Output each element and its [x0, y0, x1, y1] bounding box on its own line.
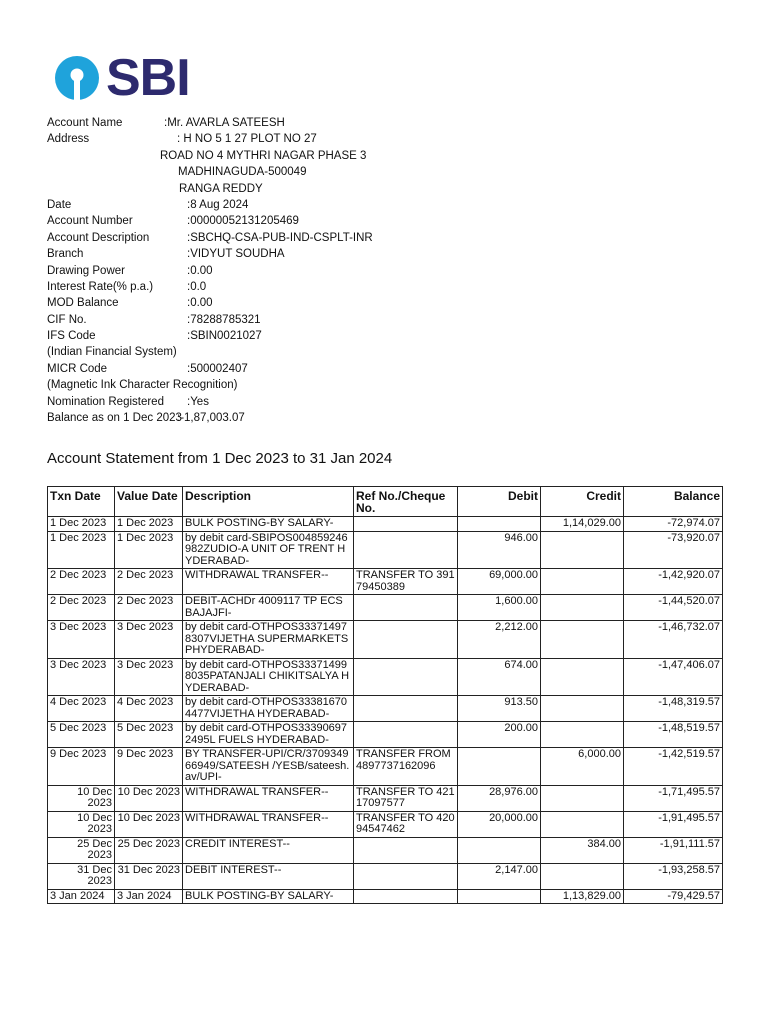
column-header: Balance — [624, 487, 723, 517]
account-field-row — [47, 115, 547, 131]
account-field-row — [47, 410, 547, 426]
value-date-cell: 1 Dec 2023 — [115, 517, 183, 532]
credit-cell — [541, 569, 624, 595]
debit-cell — [458, 517, 541, 532]
value-date-cell: 2 Dec 2023 — [115, 569, 183, 595]
account-field-label: (Magnetic Ink Character Recognition) — [47, 379, 238, 392]
table-row — [48, 696, 723, 722]
account-field-row — [47, 312, 547, 328]
column-header: Debit — [458, 487, 541, 517]
account-field-row — [47, 377, 547, 393]
txn-date-cell: 10 Dec 2023 — [48, 785, 115, 811]
account-field-row — [47, 230, 547, 246]
balance-cell: -1,71,495.57 — [624, 785, 723, 811]
account-field-label: Drawing Power — [47, 264, 125, 277]
balance-cell: -72,974.07 — [624, 517, 723, 532]
balance-cell: -79,429.57 — [624, 889, 723, 904]
debit-cell: 946.00 — [458, 531, 541, 569]
table-row — [48, 722, 723, 748]
account-field-row — [47, 279, 547, 295]
ref-no-cell — [354, 621, 458, 659]
sbi-logo — [54, 49, 190, 107]
description-cell: BY TRANSFER-UPI/CR/370934966949/SATEESH /YESB/sateesh.av/UPI- — [183, 748, 354, 786]
account-field-label: Account Description — [47, 231, 150, 244]
table-row — [48, 889, 723, 904]
debit-cell: 913.50 — [458, 696, 541, 722]
account-field-row — [47, 361, 547, 377]
account-field-value: :SBCHQ-CSA-PUB-IND-CSPLT-INR — [187, 231, 373, 244]
credit-cell — [541, 696, 624, 722]
account-field-label: CIF No. — [47, 313, 87, 326]
description-cell: DEBIT INTEREST-- — [183, 863, 354, 889]
description-cell: BULK POSTING-BY SALARY- — [183, 889, 354, 904]
balance-cell: -1,91,495.57 — [624, 811, 723, 837]
txn-date-cell: 3 Jan 2024 — [48, 889, 115, 904]
table-row — [48, 621, 723, 659]
account-field-value: RANGA REDDY — [179, 182, 263, 195]
value-date-cell: 3 Dec 2023 — [115, 621, 183, 659]
balance-cell: -1,48,519.57 — [624, 722, 723, 748]
value-date-cell: 5 Dec 2023 — [115, 722, 183, 748]
account-field-label: Account Name — [47, 117, 123, 129]
account-field-label: IFS Code — [47, 330, 96, 343]
account-field-value: : H NO 5 1 27 PLOT NO 27 — [177, 133, 317, 146]
credit-cell: 6,000.00 — [541, 748, 624, 786]
table-row — [48, 748, 723, 786]
txn-date-cell: 9 Dec 2023 — [48, 748, 115, 786]
balance-cell: -1,93,258.57 — [624, 863, 723, 889]
value-date-cell: 3 Dec 2023 — [115, 658, 183, 696]
value-date-cell: 4 Dec 2023 — [115, 696, 183, 722]
credit-cell — [541, 863, 624, 889]
debit-cell: 28,976.00 — [458, 785, 541, 811]
value-date-cell: 3 Jan 2024 — [115, 889, 183, 904]
brand-name: SBI — [106, 49, 190, 107]
account-field-value: :8 Aug 2024 — [187, 198, 249, 211]
account-field-value: :SBIN0021027 — [187, 330, 262, 343]
debit-cell: 69,000.00 — [458, 569, 541, 595]
value-date-cell: 2 Dec 2023 — [115, 595, 183, 621]
account-field-row — [47, 295, 547, 311]
account-field-label: Address — [47, 133, 90, 146]
description-cell: by debit card-OTHPOS333714978307VIJETHA SUPERMARKETS PHYDERABAD- — [183, 621, 354, 659]
table-row — [48, 811, 723, 837]
account-field-label: MICR Code — [47, 362, 108, 375]
account-field-row — [47, 181, 547, 197]
debit-cell: 2,147.00 — [458, 863, 541, 889]
txn-date-cell: 3 Dec 2023 — [48, 658, 115, 696]
description-cell: BULK POSTING-BY SALARY- — [183, 517, 354, 532]
account-field-value: :0.0 — [187, 280, 207, 293]
account-field-row — [47, 164, 547, 180]
statement-title: Account Statement from 1 Dec 2023 to 31 Jan 2024 — [47, 450, 393, 467]
description-cell: by debit card-OTHPOS333714998035PATANJALI CHIKITSALYA HYDERABAD- — [183, 658, 354, 696]
debit-cell — [458, 837, 541, 863]
ref-no-cell — [354, 517, 458, 532]
account-field-row — [47, 197, 547, 213]
ref-no-cell — [354, 837, 458, 863]
ref-no-cell: TRANSFER TO 42117097577 — [354, 785, 458, 811]
account-field-row — [47, 246, 547, 262]
account-field-value: :500002407 — [187, 362, 248, 375]
description-cell: WITHDRAWAL TRANSFER-- — [183, 785, 354, 811]
value-date-cell: 1 Dec 2023 — [115, 531, 183, 569]
ref-no-cell — [354, 889, 458, 904]
balance-cell: -1,42,519.57 — [624, 748, 723, 786]
txn-date-cell: 2 Dec 2023 — [48, 595, 115, 621]
account-field-value: :Yes — [187, 395, 209, 408]
credit-cell — [541, 785, 624, 811]
column-header: Value Date — [115, 487, 183, 517]
value-date-cell: 31 Dec 2023 — [115, 863, 183, 889]
account-field-value: :-1,87,003.07 — [177, 412, 245, 425]
value-date-cell: 25 Dec 2023 — [115, 837, 183, 863]
txn-date-cell: 3 Dec 2023 — [48, 621, 115, 659]
description-cell: WITHDRAWAL TRANSFER-- — [183, 569, 354, 595]
balance-cell: -73,920.07 — [624, 531, 723, 569]
account-field-row — [47, 131, 547, 147]
account-field-label: Date — [47, 198, 72, 211]
account-field-label: (Indian Financial System) — [47, 346, 177, 359]
account-field-label: Nomination Registered — [47, 395, 164, 408]
description-cell: CREDIT INTEREST-- — [183, 837, 354, 863]
balance-cell: -1,44,520.07 — [624, 595, 723, 621]
account-field-label: Account Number — [47, 215, 133, 228]
balance-cell: -1,91,111.57 — [624, 837, 723, 863]
debit-cell: 674.00 — [458, 658, 541, 696]
table-body — [48, 517, 723, 904]
balance-cell: -1,48,319.57 — [624, 696, 723, 722]
account-field-value: :VIDYUT SOUDHA — [187, 248, 285, 261]
account-field-value: MADHINAGUDA-500049 — [178, 166, 307, 179]
table-row — [48, 837, 723, 863]
balance-cell: -1,46,732.07 — [624, 621, 723, 659]
sbi-keyhole-icon — [54, 55, 100, 101]
column-header: Ref No./Cheque No. — [354, 487, 458, 517]
account-field-value: :Mr. AVARLA SATEESH — [164, 117, 285, 129]
account-field-row — [47, 344, 547, 360]
transactions-table — [47, 486, 723, 904]
table-row — [48, 517, 723, 532]
credit-cell — [541, 722, 624, 748]
credit-cell — [541, 811, 624, 837]
credit-cell — [541, 595, 624, 621]
table-row — [48, 595, 723, 621]
account-field-label: Branch — [47, 248, 84, 261]
txn-date-cell: 25 Dec 2023 — [48, 837, 115, 863]
account-field-label: MOD Balance — [47, 297, 119, 310]
ref-no-cell — [354, 863, 458, 889]
value-date-cell: 10 Dec 2023 — [115, 785, 183, 811]
txn-date-cell: 10 Dec 2023 — [48, 811, 115, 837]
ref-no-cell — [354, 722, 458, 748]
credit-cell — [541, 658, 624, 696]
ref-no-cell: TRANSFER FROM 4897737162096 — [354, 748, 458, 786]
txn-date-cell: 4 Dec 2023 — [48, 696, 115, 722]
credit-cell: 1,14,029.00 — [541, 517, 624, 532]
debit-cell: 1,600.00 — [458, 595, 541, 621]
txn-date-cell: 1 Dec 2023 — [48, 531, 115, 569]
account-field-row — [47, 148, 547, 164]
ref-no-cell: TRANSFER TO 39179450389 — [354, 569, 458, 595]
column-header: Credit — [541, 487, 624, 517]
ref-no-cell — [354, 696, 458, 722]
debit-cell — [458, 889, 541, 904]
account-field-label: Interest Rate(% p.a.) — [47, 280, 154, 293]
table-header-row — [48, 487, 723, 517]
column-header: Description — [183, 487, 354, 517]
txn-date-cell: 31 Dec 2023 — [48, 863, 115, 889]
credit-cell: 1,13,829.00 — [541, 889, 624, 904]
account-field-value: :0.00 — [187, 297, 213, 310]
table-row — [48, 785, 723, 811]
table-row — [48, 658, 723, 696]
account-field-row — [47, 394, 547, 410]
account-field-label: Balance as on 1 Dec 2023 — [47, 412, 182, 425]
account-details — [47, 115, 547, 426]
table-row — [48, 863, 723, 889]
ref-no-cell — [354, 658, 458, 696]
balance-cell: -1,42,920.07 — [624, 569, 723, 595]
value-date-cell: 9 Dec 2023 — [115, 748, 183, 786]
description-cell: by debit card-SBIPOS004859246982ZUDIO-A UNIT OF TRENT HYDERABAD- — [183, 531, 354, 569]
account-field-value: :0.00 — [187, 264, 213, 277]
account-field-row — [47, 263, 547, 279]
account-field-value: ROAD NO 4 MYTHRI NAGAR PHASE 3 — [160, 149, 367, 162]
debit-cell: 2,212.00 — [458, 621, 541, 659]
debit-cell: 20,000.00 — [458, 811, 541, 837]
balance-cell: -1,47,406.07 — [624, 658, 723, 696]
column-header: Txn Date — [48, 487, 115, 517]
account-field-row — [47, 328, 547, 344]
txn-date-cell: 5 Dec 2023 — [48, 722, 115, 748]
table-row — [48, 531, 723, 569]
credit-cell: 384.00 — [541, 837, 624, 863]
ref-no-cell — [354, 595, 458, 621]
description-cell: by debit card-OTHPOS333906972495L FUELS HYDERABAD- — [183, 722, 354, 748]
txn-date-cell: 2 Dec 2023 — [48, 569, 115, 595]
txn-date-cell: 1 Dec 2023 — [48, 517, 115, 532]
value-date-cell: 10 Dec 2023 — [115, 811, 183, 837]
debit-cell — [458, 748, 541, 786]
account-field-value: :78288785321 — [187, 313, 261, 326]
credit-cell — [541, 531, 624, 569]
credit-cell — [541, 621, 624, 659]
ref-no-cell — [354, 531, 458, 569]
ref-no-cell: TRANSFER TO 42094547462 — [354, 811, 458, 837]
description-cell: by debit card-OTHPOS333816704477VIJETHA HYDERABAD- — [183, 696, 354, 722]
debit-cell: 200.00 — [458, 722, 541, 748]
description-cell: DEBIT-ACHDr 4009117 TP ECS BAJAJFI- — [183, 595, 354, 621]
account-field-value: :00000052131205469 — [187, 215, 299, 228]
table-row — [48, 569, 723, 595]
account-field-row — [47, 213, 547, 229]
description-cell: WITHDRAWAL TRANSFER-- — [183, 811, 354, 837]
